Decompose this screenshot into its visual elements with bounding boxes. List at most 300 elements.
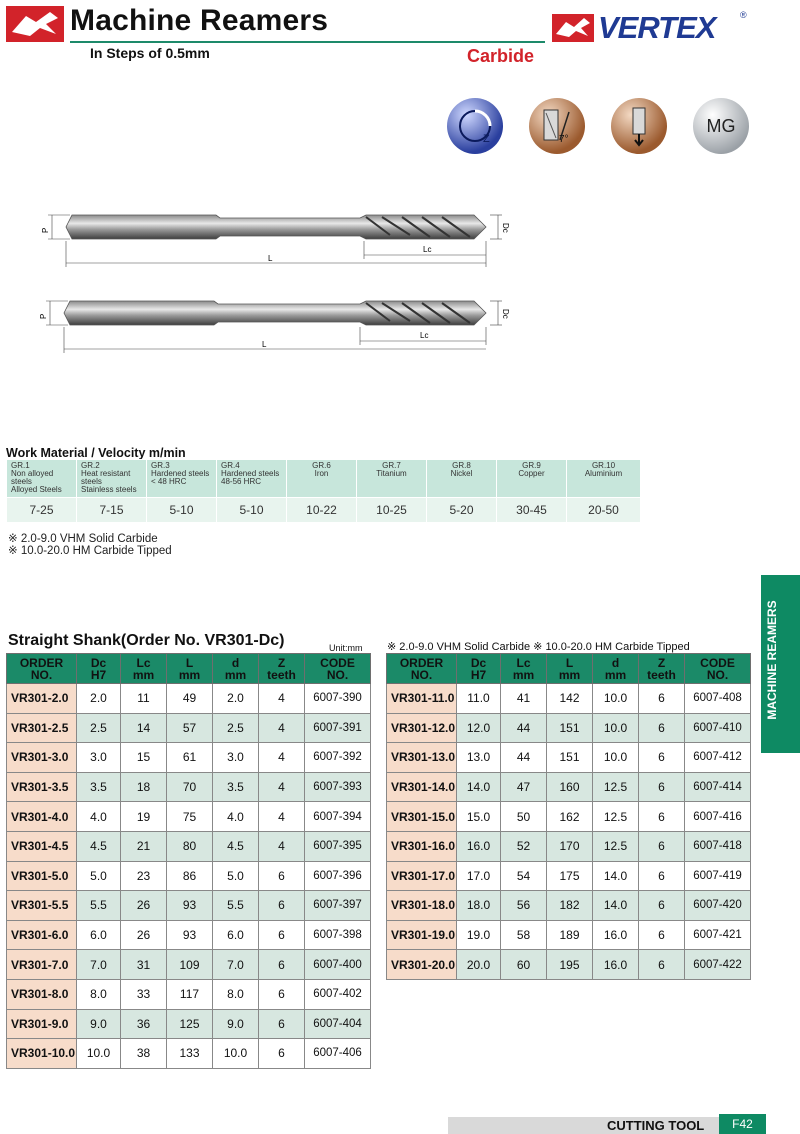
spec-value: 2.0 [213,684,259,714]
velocity-value: 7-25 [7,498,77,523]
spec-value: 4.0 [77,802,121,832]
brand-eagle-icon [552,14,594,42]
column-header-line: NO. [706,667,729,682]
spec-value: 6 [639,831,685,861]
spec-value: 6 [639,743,685,773]
table-row [7,920,371,950]
spec-value: 80 [167,831,213,861]
spec-value: 6 [639,684,685,714]
column-header-line: mm [558,667,581,682]
spec-value: 60 [501,950,547,980]
column-header [213,654,259,684]
material-group-desc: Copper [518,469,545,478]
spec-value: 13.0 [457,743,501,773]
spec-value: 19 [121,802,167,832]
order-number: VR301-20.0 [387,950,457,980]
spiral-flute-icon [447,98,503,154]
table-row [7,713,371,743]
brand-logo [552,10,748,46]
column-header-line: Lc [516,655,531,670]
table-header-row [7,654,371,684]
column-header-line: ORDER [19,655,64,670]
code-number: 6007-418 [685,831,751,861]
material-group-cell [497,460,567,498]
order-number: VR301-11.0 [387,684,457,714]
spec-value: 3.0 [213,743,259,773]
spec-value: 189 [547,920,593,950]
column-header-line: Z [657,655,666,670]
material-group-desc: Heat resistant [81,469,131,478]
grade-badge: MG [693,98,749,154]
column-header [167,654,213,684]
column-header [685,654,751,684]
material-group-cell [357,460,427,498]
spec-value: 6 [259,920,305,950]
code-number: 6007-419 [685,861,751,891]
spec-value: 6 [259,1039,305,1069]
spec-value: 6 [639,802,685,832]
spec-value: 151 [547,713,593,743]
material-group-cell [287,460,357,498]
flute-count-label: Z [483,133,490,145]
spec-value: 10.0 [593,743,639,773]
spec-title: Straight Shank(Order No. VR301-Dc) [8,632,285,649]
spec-value: 7.0 [213,950,259,980]
spec-value: 6 [639,861,685,891]
velocity-value: 10-22 [287,498,357,523]
order-number: VR301-17.0 [387,861,457,891]
spec-table-right [386,653,751,980]
material-group-desc: 48-56 HRC [221,477,262,486]
code-number: 6007-400 [305,950,371,980]
spec-value: 50 [501,802,547,832]
spec-value: 182 [547,891,593,921]
material-group-desc: Non alloyed [11,469,54,478]
spec-value: 9.0 [77,1009,121,1039]
page-number: F42 [719,1114,766,1134]
order-number: VR301-9.0 [7,1009,77,1039]
spec-value: 4.5 [213,831,259,861]
code-number: 6007-422 [685,950,751,980]
dim-dc-top: Dc [501,223,510,233]
table-row [7,802,371,832]
spec-value: 6 [639,713,685,743]
material-group-cell [217,460,287,498]
spec-value: 41 [501,684,547,714]
spec-value: 6.0 [213,920,259,950]
spec-value: 17.0 [457,861,501,891]
reamer-drawing [30,175,530,355]
helix-angle-label: 7° [559,134,569,145]
spec-value: 6 [259,891,305,921]
code-number: 6007-416 [685,802,751,832]
code-number: 6007-412 [685,743,751,773]
spec-value: 3.5 [213,772,259,802]
dim-dc-bottom: Dc [501,309,510,319]
table-row [387,743,751,773]
column-header-line: teeth [647,667,676,682]
order-number: VR301-3.5 [7,772,77,802]
title-divider [70,41,545,43]
spec-value: 9.0 [213,1009,259,1039]
code-number: 6007-393 [305,772,371,802]
column-header [259,654,305,684]
spec-value: 4 [259,772,305,802]
material-group-code: GR.9 [522,461,541,470]
spec-value: 70 [167,772,213,802]
spec-value: 49 [167,684,213,714]
footer-section: CUTTING TOOL [607,1118,705,1133]
spec-value: 19.0 [457,920,501,950]
spec-value: 6 [639,920,685,950]
note-carbide-tipped: ※ 10.0-20.0 HM Carbide Tipped [8,545,172,557]
column-header-line: H7 [90,667,107,682]
spec-value: 18.0 [457,891,501,921]
material-group-desc: Hardened steels [151,469,210,478]
column-header-line: mm [178,667,201,682]
velocity-value: 7-15 [77,498,147,523]
spec-value: 12.5 [593,831,639,861]
dim-lc-bottom: Lc [420,331,429,340]
spec-value: 6.0 [77,920,121,950]
code-number: 6007-421 [685,920,751,950]
dim-l-bottom: L [262,340,267,349]
column-header [501,654,547,684]
table-row [7,772,371,802]
spec-value: 7.0 [77,950,121,980]
velocity-value: 5-10 [217,498,287,523]
material-group-cell [427,460,497,498]
column-header-line: teeth [267,667,296,682]
material-group-desc: Aluminium [584,469,623,478]
spec-value: 93 [167,891,213,921]
section-tab-label: MACHINE REAMERS [765,600,779,720]
column-header-line: mm [132,667,155,682]
table-row [7,831,371,861]
spec-value: 6 [639,772,685,802]
spec-value: 4 [259,684,305,714]
table-row [7,1039,371,1069]
spec-note: ※ 2.0-9.0 VHM Solid Carbide ※ 10.0-20.0 HM Carbide Tipped [387,641,690,653]
order-number: VR301-6.0 [7,920,77,950]
table-row [387,950,751,980]
order-number: VR301-10.0 [7,1039,77,1069]
spec-value: 8.0 [213,979,259,1009]
dim-lc-top: Lc [423,245,432,254]
reamer-bottom [39,301,510,353]
material-group-code: GR.3 [151,461,170,470]
column-header-line: mm [224,667,247,682]
spec-value: 14.0 [593,861,639,891]
spec-value: 12.5 [593,772,639,802]
code-number: 6007-410 [685,713,751,743]
spec-value: 4.0 [213,802,259,832]
material-group-code: GR.1 [11,461,30,470]
spec-value: 12.0 [457,713,501,743]
order-number: VR301-7.0 [7,950,77,980]
spec-value: 6 [259,979,305,1009]
order-number: VR301-12.0 [387,713,457,743]
material-group-code: GR.6 [312,461,331,470]
spec-value: 86 [167,861,213,891]
spec-value: 162 [547,802,593,832]
spec-value: 52 [501,831,547,861]
spec-value: 4 [259,831,305,861]
dim-l-top: L [268,254,273,263]
material-group-code: GR.4 [221,461,240,470]
column-header-line: d [231,655,240,670]
order-number: VR301-5.5 [7,891,77,921]
spec-value: 44 [501,713,547,743]
spec-table-left [6,653,371,1069]
column-header [387,654,457,684]
column-header-line: CODE [700,655,735,670]
spec-value: 109 [167,950,213,980]
code-number: 6007-408 [685,684,751,714]
order-number: VR301-8.0 [7,979,77,1009]
spec-value: 5.0 [213,861,259,891]
order-number: VR301-15.0 [387,802,457,832]
spec-value: 58 [501,920,547,950]
spec-value: 14.0 [593,891,639,921]
spec-value: 26 [121,920,167,950]
spec-value: 14 [121,713,167,743]
spec-value: 11.0 [457,684,501,714]
spec-value: 36 [121,1009,167,1039]
column-header [77,654,121,684]
material-label: Carbide [467,46,535,66]
order-number: VR301-18.0 [387,891,457,921]
order-number: VR301-19.0 [387,920,457,950]
material-group-desc: Nickel [450,469,473,478]
spec-value: 14.0 [457,772,501,802]
order-number: VR301-5.0 [7,861,77,891]
spec-value: 5.0 [77,861,121,891]
spec-value: 2.5 [77,713,121,743]
spec-value: 31 [121,950,167,980]
code-number: 6007-404 [305,1009,371,1039]
material-group-cell [567,460,641,498]
spec-value: 15 [121,743,167,773]
material-group-desc: < 48 HRC [151,477,187,486]
column-header-line: L [185,655,194,670]
code-number: 6007-414 [685,772,751,802]
spec-value: 61 [167,743,213,773]
work-material-title: Work Material / Velocity m/min [6,446,186,460]
table-row [387,802,751,832]
spec-value: 75 [167,802,213,832]
spec-value: 18 [121,772,167,802]
velocity-value: 5-10 [147,498,217,523]
section-tab [761,575,800,753]
spec-value: 33 [121,979,167,1009]
column-header [547,654,593,684]
unit-label: Unit:mm [329,643,363,653]
table-row [7,684,371,714]
spec-value: 20.0 [457,950,501,980]
spec-value: 4 [259,743,305,773]
column-header-line: d [611,655,620,670]
material-group-desc: steels [11,477,32,486]
column-header [593,654,639,684]
registered-mark: ® [740,10,747,20]
column-header-line: Dc [470,655,487,670]
velocity-value: 5-20 [427,498,497,523]
column-header-line: CODE [320,655,355,670]
spec-value: 16.0 [457,831,501,861]
spec-value: 54 [501,861,547,891]
column-header-line: Z [277,655,286,670]
material-group-cell [7,460,77,498]
spec-value: 3.0 [77,743,121,773]
spec-value: 160 [547,772,593,802]
helix-angle-icon [529,98,585,154]
code-number: 6007-396 [305,861,371,891]
spec-value: 93 [167,920,213,950]
spec-value: 6 [259,861,305,891]
spec-value: 56 [501,891,547,921]
order-number: VR301-16.0 [387,831,457,861]
table-row [387,772,751,802]
page-subtitle: In Steps of 0.5mm [90,45,210,61]
work-material-table [6,459,641,523]
spec-value: 6 [639,891,685,921]
column-header-line: H7 [470,667,487,682]
table-row [7,979,371,1009]
column-header [305,654,371,684]
order-number: VR301-2.0 [7,684,77,714]
spec-value: 2.0 [77,684,121,714]
column-header-line: NO. [30,667,53,682]
velocity-value: 30-45 [497,498,567,523]
spec-value: 3.5 [77,772,121,802]
spec-value: 6 [639,950,685,980]
column-header-line: NO. [326,667,349,682]
spec-value: 133 [167,1039,213,1069]
code-number: 6007-402 [305,979,371,1009]
spec-value: 15.0 [457,802,501,832]
code-number: 6007-395 [305,831,371,861]
spec-value: 170 [547,831,593,861]
eagle-logo-icon [6,6,64,42]
material-group-desc: steels [81,477,102,486]
column-header-line: mm [512,667,535,682]
velocity-value: 20-50 [567,498,641,523]
center-coolant-icon [611,98,667,154]
spec-value: 10.0 [593,684,639,714]
order-number: VR301-14.0 [387,772,457,802]
code-number: 6007-406 [305,1039,371,1069]
material-group-cell [77,460,147,498]
spec-value: 125 [167,1009,213,1039]
code-number: 6007-420 [685,891,751,921]
code-number: 6007-392 [305,743,371,773]
column-header [7,654,77,684]
spec-value: 4.5 [77,831,121,861]
column-header-line: NO. [410,667,433,682]
column-header-line: ORDER [399,655,444,670]
code-number: 6007-394 [305,802,371,832]
column-header-line: mm [604,667,627,682]
order-number: VR301-3.0 [7,743,77,773]
spec-value: 21 [121,831,167,861]
material-notes [8,533,172,557]
material-group-cell [147,460,217,498]
code-number: 6007-391 [305,713,371,743]
dim-p-bottom: P [39,313,48,319]
material-group-desc: Hardened steels [221,469,280,478]
spec-value: 117 [167,979,213,1009]
spec-value: 12.5 [593,802,639,832]
order-number: VR301-4.5 [7,831,77,861]
spec-value: 44 [501,743,547,773]
order-number: VR301-4.0 [7,802,77,832]
column-header [121,654,167,684]
spec-value: 26 [121,891,167,921]
table-row [7,743,371,773]
spec-value: 23 [121,861,167,891]
spec-value: 6 [259,1009,305,1039]
column-header-line: L [565,655,574,670]
material-group-code: GR.7 [382,461,401,470]
dim-p-top: P [41,227,50,233]
spec-value: 6 [259,950,305,980]
order-number: VR301-2.5 [7,713,77,743]
spec-value: 57 [167,713,213,743]
spec-value: 10.0 [593,713,639,743]
velocity-value: 10-25 [357,498,427,523]
material-group-code: GR.10 [591,461,616,470]
spec-value: 5.5 [213,891,259,921]
material-group-desc: Iron [314,469,329,478]
spec-value: 16.0 [593,950,639,980]
brand-name: VERTEX [598,10,716,45]
code-number: 6007-390 [305,684,371,714]
spec-value: 16.0 [593,920,639,950]
spec-value: 175 [547,861,593,891]
table-header-row [387,654,751,684]
spec-value: 142 [547,684,593,714]
spec-value: 10.0 [77,1039,121,1069]
spec-value: 4 [259,802,305,832]
spec-value: 151 [547,743,593,773]
table-row [7,861,371,891]
page-title: Machine Reamers [70,4,329,37]
material-group-desc: Stainless steels [81,485,137,494]
table-row [7,1009,371,1039]
order-number: VR301-13.0 [387,743,457,773]
table-row [387,684,751,714]
note-solid-carbide: ※ 2.0-9.0 VHM Solid Carbide [8,533,158,545]
spec-value: 4 [259,713,305,743]
spec-value: 47 [501,772,547,802]
spec-value: 38 [121,1039,167,1069]
spec-value: 8.0 [77,979,121,1009]
spec-value: 195 [547,950,593,980]
spec-value: 5.5 [77,891,121,921]
code-number: 6007-398 [305,920,371,950]
material-group-desc: Titanium [376,469,407,478]
table-row [7,891,371,921]
spec-value: 2.5 [213,713,259,743]
column-header [639,654,685,684]
code-number: 6007-397 [305,891,371,921]
spec-value: 11 [121,684,167,714]
table-row [7,950,371,980]
column-header-line: Dc [90,655,107,670]
table-row [387,861,751,891]
table-row [387,920,751,950]
